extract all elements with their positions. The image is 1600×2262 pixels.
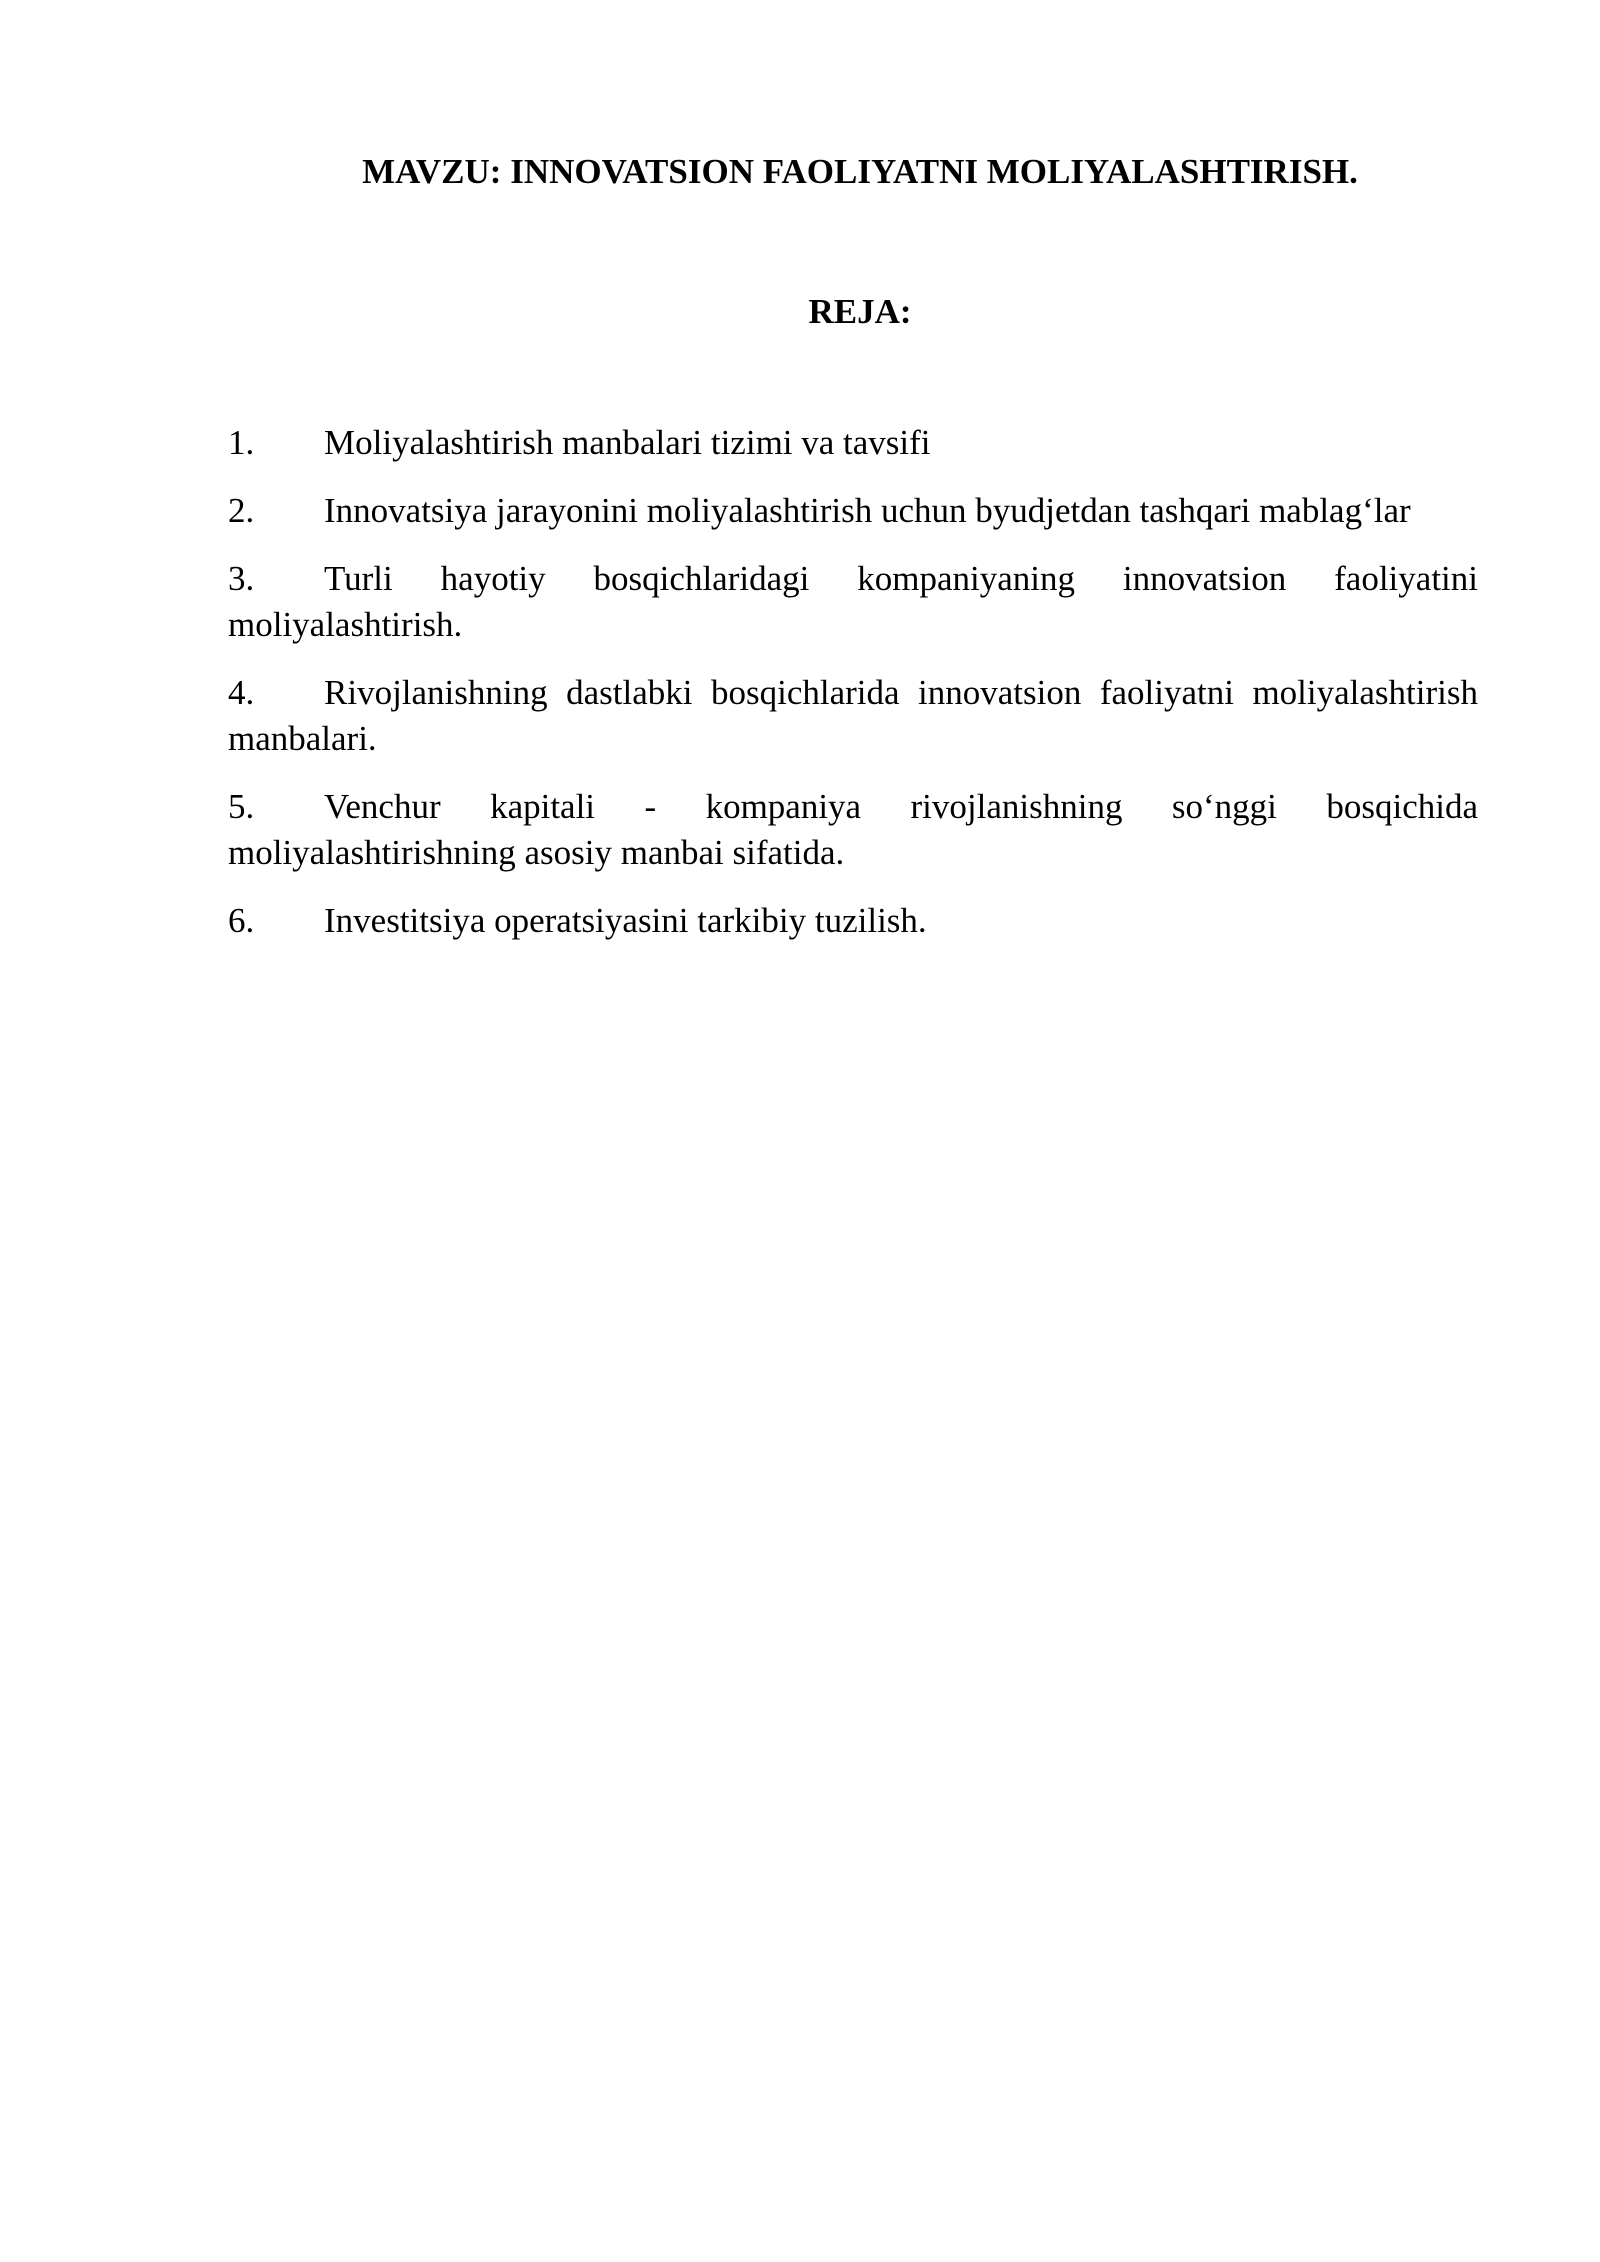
plan-item-text: Rivojlanishning dastlabki bosqichlarida innovatsion faoliyatni moliyalashtirish manbalari. <box>228 673 1478 758</box>
plan-item <box>228 556 1478 648</box>
plan-item-text: Moliyalashtirish manbalari tizimi va tavsifi <box>324 423 931 462</box>
plan-item <box>228 670 1478 762</box>
plan-item-number: 4. <box>228 673 255 712</box>
plan-item-text: Turli hayotiy bosqichlaridagi kompaniyaning innovatsion faoliyatini moliyalashtirish. <box>228 559 1478 644</box>
plan-item-text: Venchur kapitali - kompaniya rivojlanishning so‘nggi bosqichida moliyalashtirishning asosiy manbai sifatida. <box>228 787 1478 872</box>
plan-item-number: 6. <box>228 901 255 940</box>
plan-item-number: 2. <box>228 491 255 530</box>
plan-item <box>228 898 1478 944</box>
plan-item-text: Investitsiya operatsiyasini tarkibiy tuzilish. <box>324 901 927 940</box>
plan-item <box>228 488 1478 534</box>
plan-item <box>228 784 1478 876</box>
plan-item-text: Innovatsiya jarayonini moliyalashtirish uchun byudjetdan tashqari mablag‘lar <box>324 491 1411 530</box>
plan-item-number: 3. <box>228 559 255 598</box>
document-title: MAVZU: INNOVATSION FAOLIYATNI MOLIYALASHTIRISH. <box>362 152 1358 191</box>
plan-item <box>228 420 1478 466</box>
plan-list <box>228 420 1478 966</box>
plan-item-number: 1. <box>228 423 255 462</box>
plan-heading: REJA: <box>808 292 912 331</box>
plan-item-number: 5. <box>228 787 255 826</box>
